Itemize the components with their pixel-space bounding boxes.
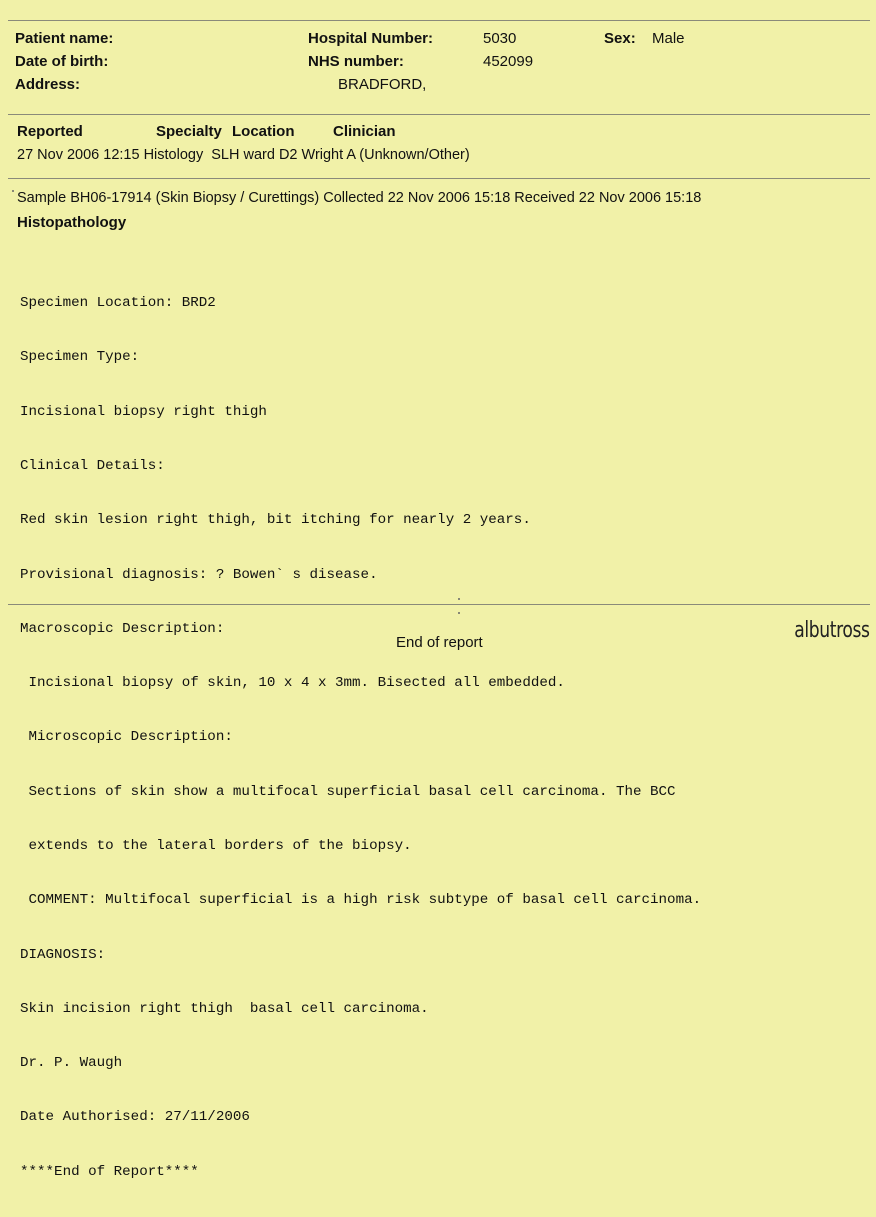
- report-line: Dr. P. Waugh: [20, 1055, 123, 1072]
- top-rule: [8, 20, 870, 21]
- scan-mark: [12, 190, 14, 192]
- location-label: Location: [232, 123, 295, 140]
- report-line: Specimen Type:: [20, 349, 140, 366]
- report-header-values: 27 Nov 2006 12:15 Histology SLH ward D2 Wright A (Unknown/Other): [17, 147, 470, 163]
- report-body: [20, 258, 701, 1217]
- nhs-number-label: NHS number:: [308, 53, 404, 70]
- report-line: Macroscopic Description:: [20, 620, 225, 637]
- bottom-rule: [8, 604, 870, 605]
- report-line: Clinical Details:: [20, 458, 165, 475]
- rule-below-header: [8, 178, 870, 179]
- report-line: Incisional biopsy of skin, 10 x 4 x 3mm. Bisected all embedded.: [20, 675, 565, 692]
- address-label: Address:: [15, 76, 81, 93]
- hospital-number-value: 5030: [483, 30, 517, 47]
- scan-mark: [458, 598, 460, 600]
- report-line: Skin incision right thigh basal cell carcinoma.: [20, 1000, 429, 1017]
- report-line: Date Authorised: 27/11/2006: [20, 1109, 250, 1126]
- report-line: extends to the lateral borders of the biopsy.: [20, 838, 412, 854]
- reported-label: Reported: [17, 123, 83, 140]
- report-line: Incisional biopsy right thigh: [20, 403, 267, 420]
- report-line: DIAGNOSIS:: [20, 946, 106, 963]
- report-line: Sections of skin show a multifocal superficial basal cell carcinoma. The BCC: [20, 783, 676, 800]
- patient-name-label: Patient name:: [15, 30, 114, 47]
- sample-line: Sample BH06-17914 (Skin Biopsy / Curettings) Collected 22 Nov 2006 15:18 Received 22 Nov 2006 15:18: [17, 190, 702, 206]
- nhs-number-value: 452099: [483, 53, 534, 70]
- scan-mark: [458, 612, 460, 614]
- dob-label: Date of birth:: [15, 53, 109, 70]
- report-line: Microscopic Description:: [20, 729, 233, 746]
- sex-label: Sex:: [604, 30, 636, 47]
- report-line: Provisional diagnosis: ? Bowen` s disease.: [20, 566, 378, 583]
- hospital-number-label: Hospital Number:: [308, 30, 434, 47]
- clinician-label: Clinician: [333, 123, 396, 140]
- report-line: Red skin lesion right thigh, bit itching for nearly 2 years.: [20, 512, 531, 529]
- brand-watermark: albutross: [794, 618, 870, 643]
- section-title: Histopathology: [17, 214, 127, 231]
- end-of-report-text: End of report: [396, 634, 483, 651]
- report-line: Specimen Location: BRD2: [20, 295, 216, 312]
- specialty-label: Specialty: [156, 123, 222, 140]
- report-line: COMMENT: Multifocal superficial is a high risk subtype of basal cell carcinoma.: [20, 892, 702, 909]
- sex-value: Male: [652, 30, 685, 47]
- address-value: BRADFORD,: [338, 76, 427, 93]
- rule-below-patient: [8, 114, 870, 115]
- report-line: ****End of Report****: [20, 1163, 199, 1180]
